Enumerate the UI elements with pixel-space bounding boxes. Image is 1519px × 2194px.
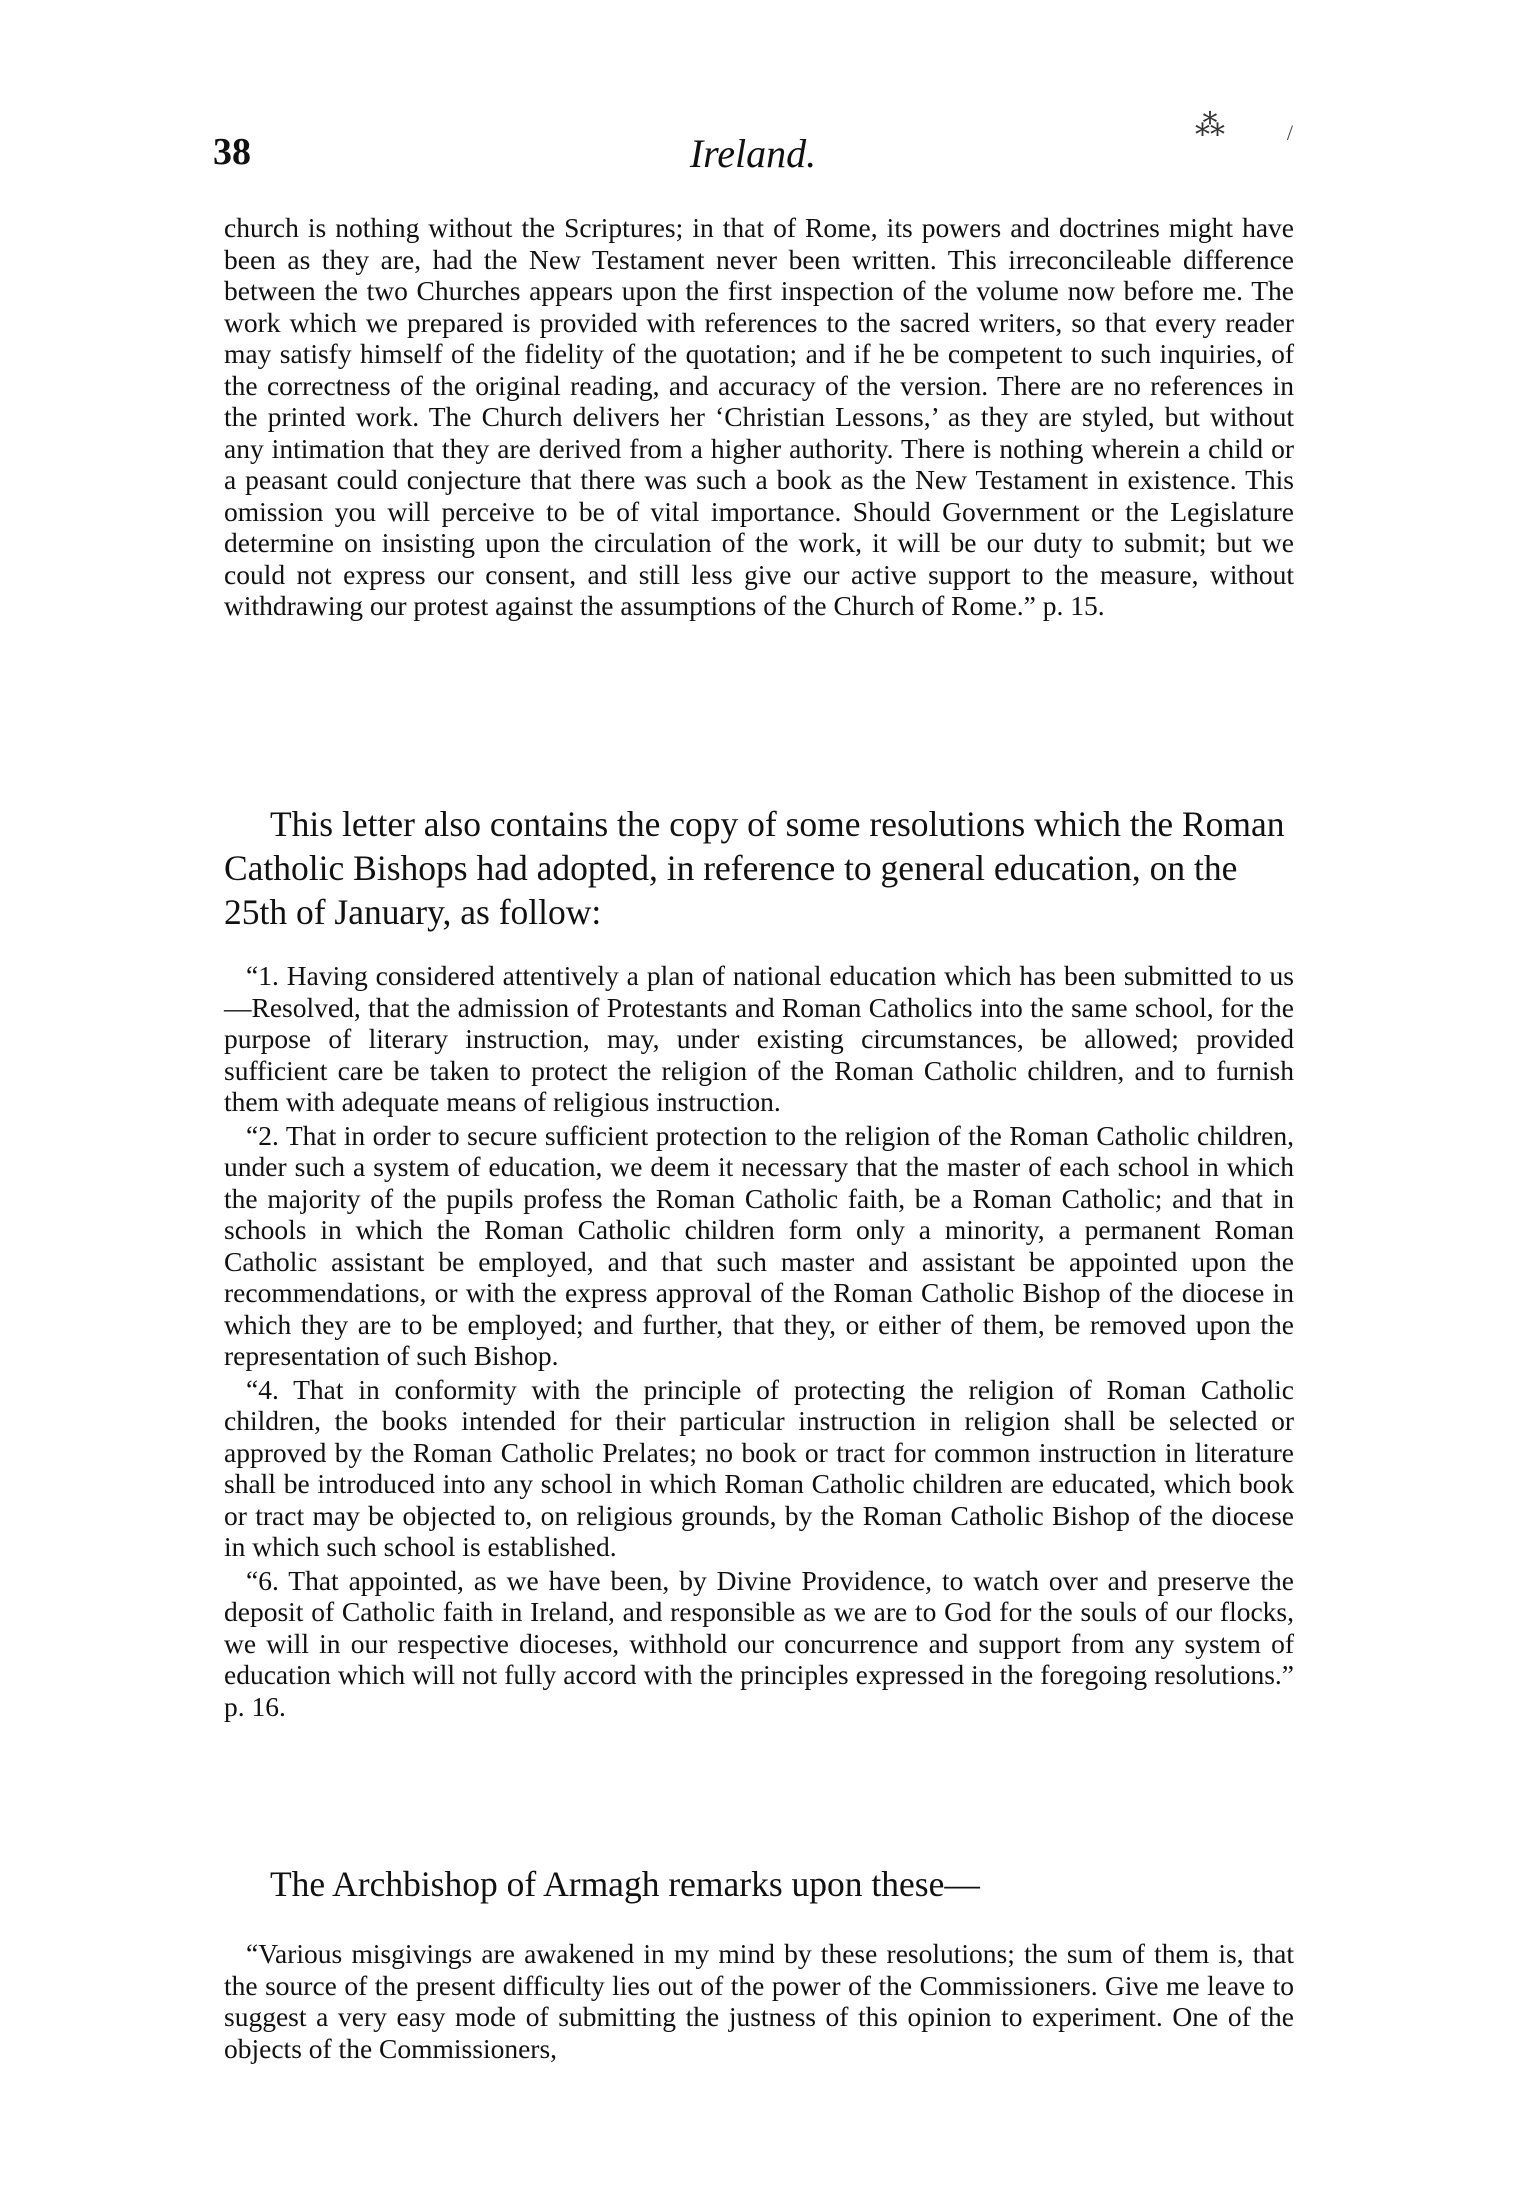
page-header bbox=[213, 109, 1293, 190]
resolutions-block bbox=[224, 960, 1294, 1724]
running-title: Ireland. bbox=[689, 131, 817, 176]
quote-bottom-block bbox=[224, 1938, 1294, 2064]
archbishop-paragraph: The Archbishop of Armagh remarks upon these— bbox=[270, 1864, 980, 1904]
archbishop-paragraph-block bbox=[224, 1862, 1294, 1906]
quote-bottom-text: “Various misgivings are awakened in my mind by these resolutions; the sum of them is, that the source of the present difficulty lies out of the power of the Commissioners. Give me leave to suggest a very easy mode of submitting the justness of this opinion to experiment. One of the objects of the Commissioners, bbox=[224, 1938, 1294, 2064]
letter-paragraph: This letter also contains the copy of some resolutions which the Roman Catholic Bishops had adopted, in reference to general education, on the 25th of January, as follow: bbox=[224, 804, 1285, 932]
quote-top-text: church is nothing without the Scriptures; in that of Rome, its powers and doctrines might have been as they are, had the New Testament never been written. This irreconcileable difference between the two Churches appears upon the first inspection of the volume now before me. The work which we prepared is provided with references to the sacred writers, so that every reader may satisfy himself of the fidelity of the quotation; and if he be competent to such inquiries, of the correctness of the original reading, and accuracy of the version. There are no references in the printed work. The Church delivers her ‘Christian Lessons,’ as they are styled, but without any intimation that they are derived from a higher authority. There is nothing wherein a child or a peasant could conjecture that there was such a book as the New Testament in existence. This omission you will perceive to be of vital importance. Should Government or the Legislature determine on insisting upon the circulation of the work, it will be our duty to submit; but we could not express our consent, and still less give our active support to the measure, without withdrawing our protest against the assumptions of the Church of Rome.” p. 15. bbox=[224, 212, 1294, 621]
resolution-item: “4. That in conformity with the principle of protecting the religion of Roman Catholic children, the books intended for their particular instruction in religion shall be selected or approved by the Roman Catholic Prelates; no book or tract for common instruction in literature shall be introduced into any school in which Roman Catholic children are educated, which book or tract may be objected to, on religious grounds, by the Roman Catholic Bishop of the diocese in which such school is established. bbox=[224, 1373, 1294, 1562]
ornament-icon: ⁂ bbox=[1195, 109, 1223, 142]
letter-paragraph-block bbox=[224, 802, 1294, 934]
resolution-item: “6. That appointed, as we have been, by Divine Providence, to watch over and preserve the deposit of Catholic faith in Ireland, and responsible as we are to God for the souls of our flocks, we will in our respective dioceses, withhold our concurrence and support from any system of education which will not fully accord with the principles expressed in the foregoing resolutions.” p. 16. bbox=[224, 1564, 1294, 1722]
margin-mark-icon: / bbox=[1286, 120, 1293, 145]
page-number: 38 bbox=[213, 131, 251, 173]
resolution-item: “1. Having considered attentively a plan of national education which has been submitted to us—Resolved, that the admission of Protestants and Roman Catholics into the same school, for the purpose of literary instruction, may, under existing circumstances, be allowed; provided sufficient care be taken to protect the religion of the Roman Catholic children, and to furnish them with adequate means of religious instruction. bbox=[224, 960, 1294, 1117]
resolution-item: “2. That in order to secure sufficient protection to the religion of the Roman Catholic children, under such a system of education, we deem it necessary that the master of each school in which the majority of the pupils profess the Roman Catholic faith, be a Roman Catholic; and that in schools in which the Roman Catholic children form only a minority, a permanent Roman Catholic assistant be employed, and that such master and assistant be appointed upon the recommendations, or with the express approval of the Roman Catholic Bishop of the diocese in which they are to be employed; and further, that they, or either of them, be removed upon the representation of such Bishop. bbox=[224, 1119, 1294, 1371]
quote-top-block bbox=[224, 212, 1294, 622]
